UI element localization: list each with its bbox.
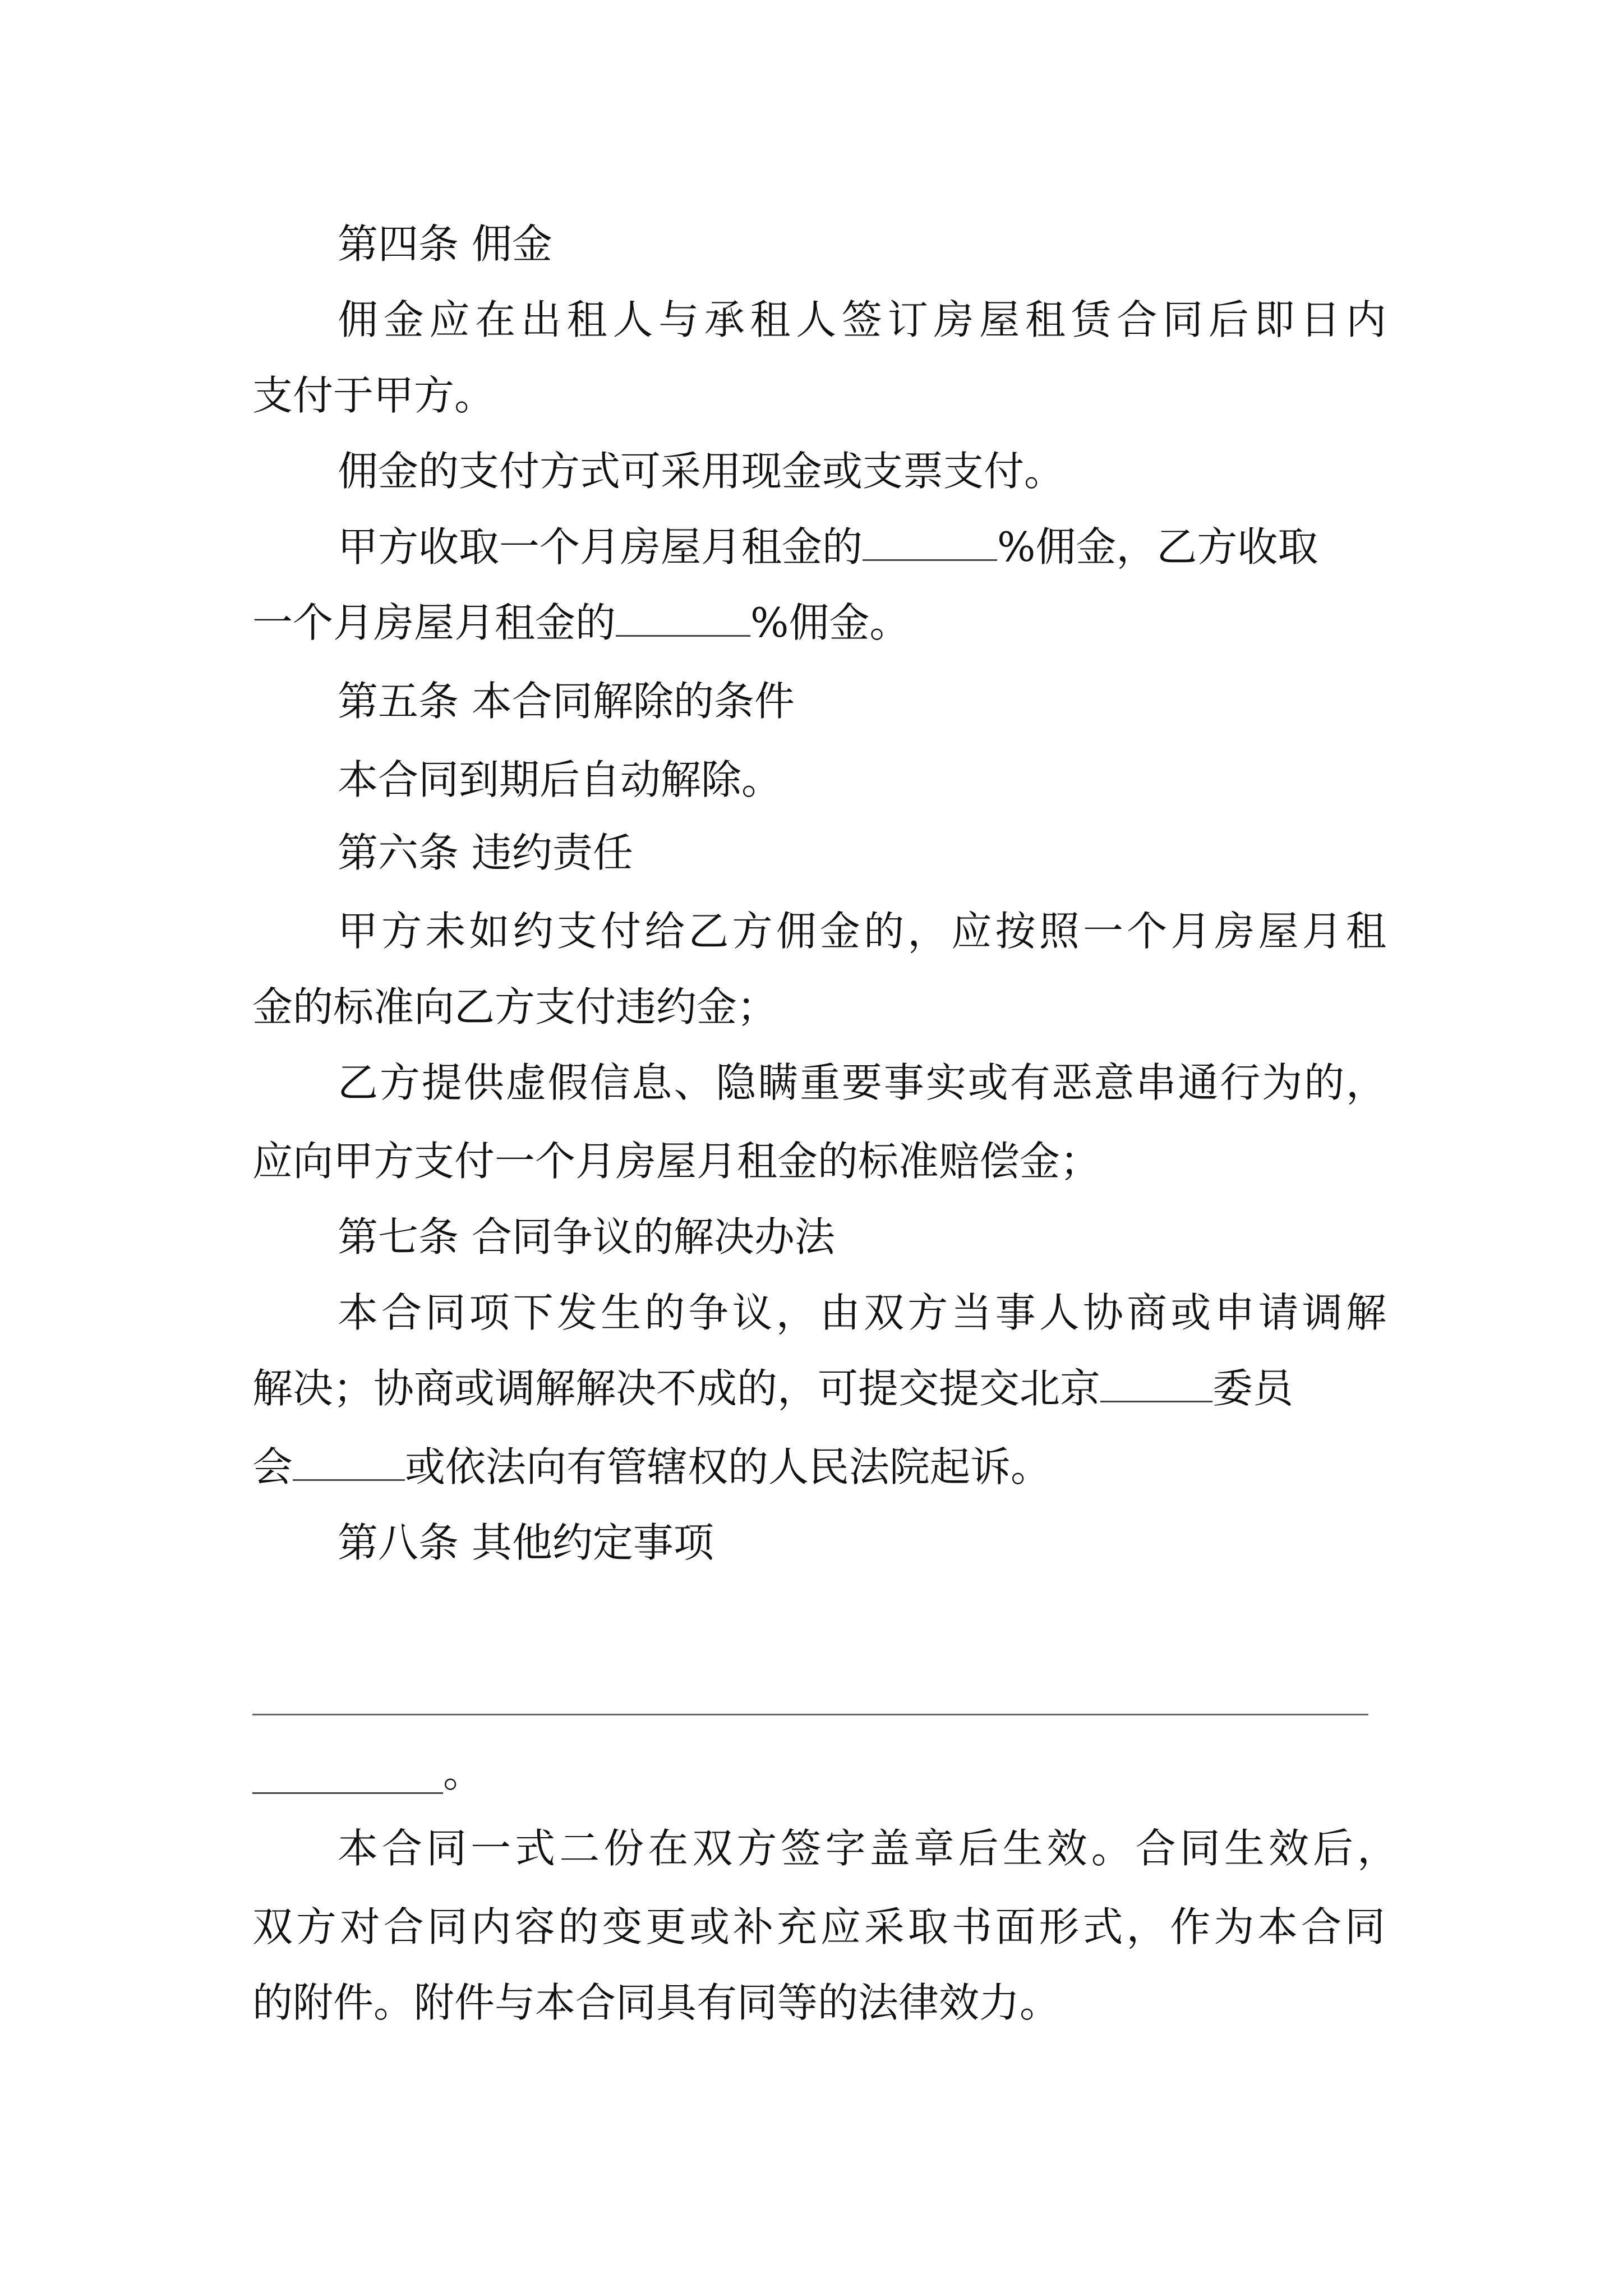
article6-paragraph1-line1: 甲方未如约支付给乙方佣金的，应按照一个月房屋月租 [338, 908, 1386, 955]
article5-heading: 第五条 本合同解除的条件 [338, 678, 795, 725]
article4-paragraph1-line1: 佣金应在出租人与承租人签订房屋租赁合同后即日内 [338, 296, 1386, 343]
dispute-text-a: 解决；协商或调解解决不成的，可提交提交北京 [252, 1365, 1101, 1412]
article7-heading: 第七条 合同争议的解决办法 [338, 1213, 835, 1260]
party-a-rate-blank[interactable] [863, 526, 997, 561]
dispute-text-b: 委员 [1212, 1365, 1294, 1412]
article7-paragraph1-line3 [252, 1439, 1051, 1495]
article5-paragraph1: 本合同到期后自动解除。 [338, 756, 782, 803]
article4-heading: 第四条 佣金 [338, 220, 552, 268]
arbitration-name-blank[interactable] [1100, 1367, 1212, 1402]
article7-paragraph1-line2 [252, 1360, 1293, 1416]
other-terms-period: 。 [443, 1749, 484, 1796]
dispute-text-d: 或依法向有管辖权的人民法院起诉。 [405, 1443, 1052, 1490]
other-terms-blank-line-short[interactable] [252, 1792, 443, 1794]
article4-paragraph2: 佣金的支付方式可采用现金或支票支付。 [338, 448, 1065, 495]
party-b-rate-blank[interactable] [616, 601, 750, 637]
article4-paragraph3-line2 [252, 595, 910, 651]
commission-rate-text-c: 一个月房屋月租金的 [252, 599, 616, 646]
commission-rate-text-d: %佣金。 [750, 599, 910, 646]
article6-paragraph2-line2: 应向甲方支付一个月房屋月租金的标准赔偿金； [252, 1138, 1101, 1185]
commission-rate-text-b: %佣金，乙方收取 [997, 523, 1318, 570]
article6-paragraph1-line2: 金的标准向乙方支付违约金； [252, 983, 778, 1030]
closing-line2: 双方对合同内容的变更或补充应采取书面形式，作为本合同 [252, 1903, 1385, 1950]
other-terms-blank-line[interactable] [252, 1714, 1368, 1715]
committee-name-blank[interactable] [293, 1446, 405, 1481]
article6-heading: 第六条 违约责任 [338, 829, 633, 876]
article4-paragraph1-line2: 支付于甲方。 [252, 372, 495, 419]
article6-paragraph2-line1: 乙方提供虚假信息、隐瞒重要事实或有恶意串通行为的， [338, 1059, 1386, 1106]
closing-line3: 的附件。附件与本合同具有同等的法律效力。 [252, 1979, 1061, 2026]
article4-paragraph3-line1 [338, 519, 1318, 575]
commission-rate-text-a: 甲方收取一个月房屋月租金的 [338, 523, 863, 570]
closing-line1: 本合同一式二份在双方签字盖章后生效。合同生效后， [338, 1825, 1398, 1872]
dispute-text-c: 会 [252, 1443, 293, 1490]
article7-paragraph1-line1: 本合同项下发生的争议，由双方当事人协商或申请调解 [338, 1289, 1386, 1336]
article8-heading: 第八条 其他约定事项 [338, 1519, 714, 1566]
